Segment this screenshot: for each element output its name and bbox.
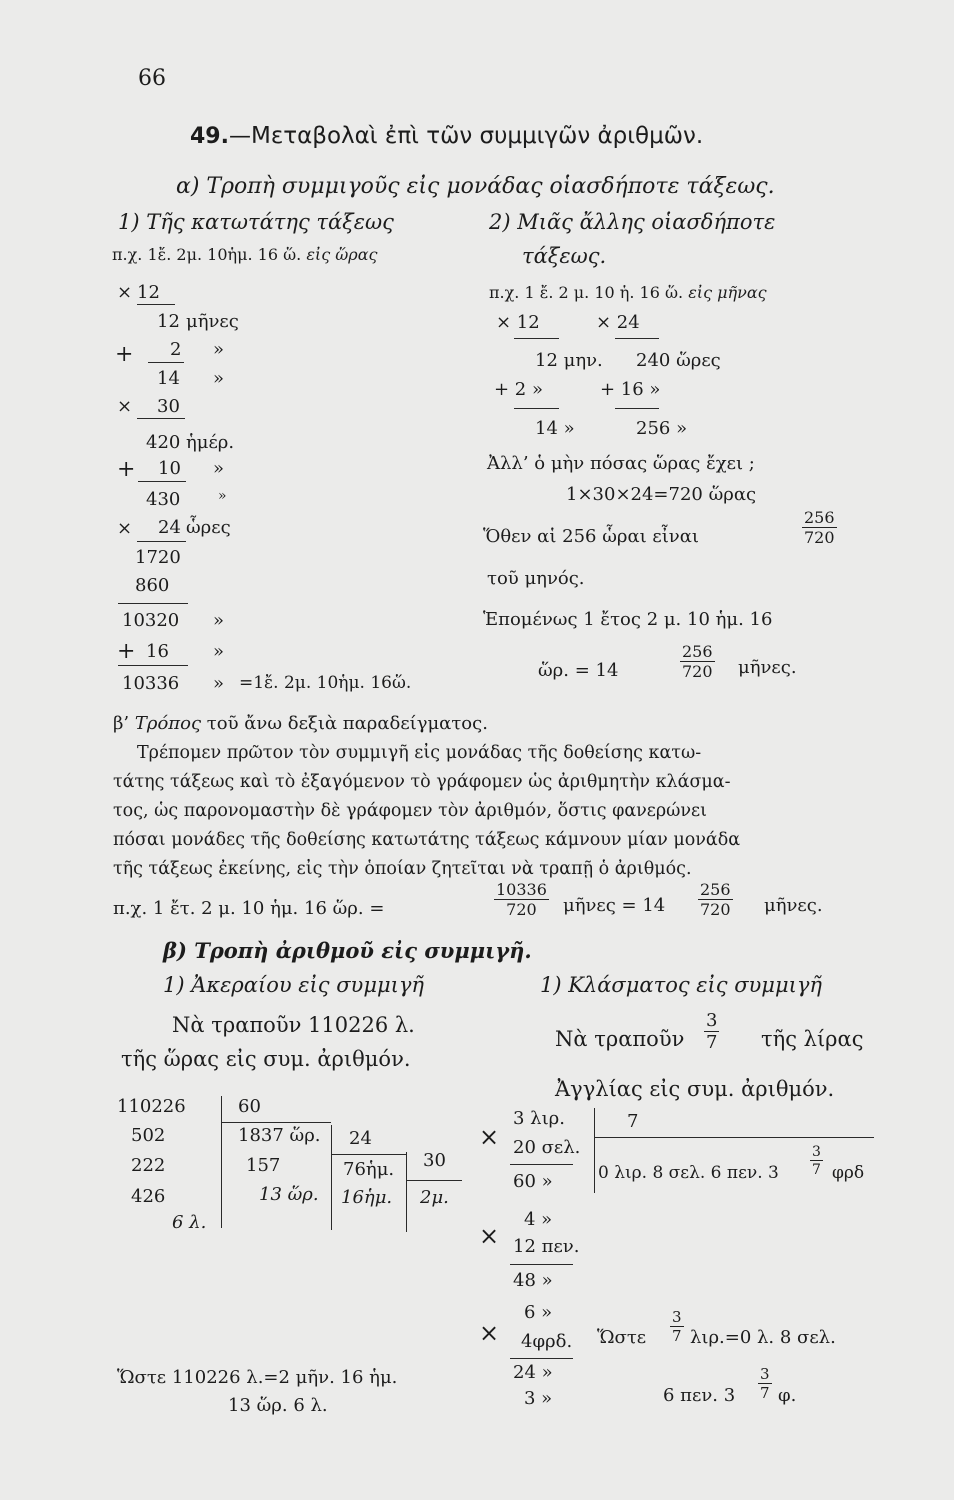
division-bar <box>594 1108 595 1193</box>
division-rule <box>221 1122 331 1123</box>
part-b-left-result2: 13 ὥρ. 6 λ. <box>228 1395 328 1416</box>
calc-item: × 24 <box>596 312 640 333</box>
fraction-numerator: 3 <box>812 1144 821 1160</box>
times-sign: × <box>479 1222 500 1250</box>
page-number: 66 <box>138 66 166 91</box>
fraction-denominator: 7 <box>672 1327 682 1345</box>
division-bar <box>331 1125 332 1230</box>
calc-op: × <box>117 518 133 539</box>
case1-example-text: π.χ. 1ἔ. 2μ. 10ἡμ. 16 ὥ. <box>112 245 302 264</box>
calc-unit: » <box>213 610 225 631</box>
part-b-heading: β) Τροπὴ ἀριθμοῦ εἰς συμμιγῆ. <box>163 938 532 963</box>
case2-example-tail: εἰς μῆνας <box>688 283 767 302</box>
fraction-numerator: 10336 <box>496 880 547 899</box>
fraction <box>802 510 837 546</box>
fraction <box>670 1310 684 1344</box>
mult-value: 48 » <box>513 1270 553 1291</box>
division-value: 60 <box>238 1096 261 1117</box>
division-rule <box>406 1180 462 1181</box>
calc-op: + <box>115 342 134 367</box>
section-heading <box>190 125 703 148</box>
fraction <box>704 1012 719 1052</box>
case2-line5: Ἑπομένως 1 ἔτος 2 μ. 10 ἡμ. 16 <box>483 609 773 630</box>
calc-item: + 16 » <box>600 379 661 400</box>
section-title: Μεταβολαὶ ἐπὶ τῶν συμμιγῶν ἀριθμῶν. <box>250 123 704 149</box>
calc-unit: μῆνες <box>186 311 239 332</box>
case2-example <box>489 285 767 301</box>
case2-line6-post: μῆνες. <box>738 657 797 678</box>
fraction-denominator: 720 <box>804 528 835 547</box>
calc-unit: » <box>213 641 225 662</box>
part-b-right-line1-pre: Νὰ τραποῦν <box>555 1027 685 1051</box>
method-b-title-italic: Τρόπος <box>134 713 202 734</box>
quotient: 0 λιρ. 8 σελ. 6 πεν. 3 <box>598 1163 779 1183</box>
calc-unit: ἡμέρ. <box>186 432 235 453</box>
calc-value: 10320 <box>122 610 180 631</box>
calc-rule <box>137 418 185 419</box>
calc-op: × <box>117 282 133 303</box>
calc-rule <box>138 481 186 482</box>
calc-value: 14 <box>157 368 180 389</box>
method-b-title <box>113 715 488 733</box>
division-value: 1837 ὥρ. <box>238 1125 321 1146</box>
fraction-numerator: 3 <box>760 1365 770 1383</box>
fraction-numerator: 256 <box>804 508 835 527</box>
fraction-denominator: 7 <box>706 1032 718 1053</box>
section-dash: — <box>228 124 251 149</box>
fraction-denominator: 7 <box>760 1384 770 1402</box>
calc-rule <box>615 408 659 409</box>
calc-value: 10 <box>158 458 181 479</box>
calc-rule <box>118 665 188 666</box>
mult-value: 12 πεν. <box>513 1236 580 1257</box>
calc-value: 16 <box>146 641 169 662</box>
section-number: 49. <box>190 124 229 149</box>
calc-value: 10336 <box>122 673 180 694</box>
quotient-unit: φρδ <box>832 1163 865 1183</box>
method-b-paragraph-line: Τρέπομεν πρῶτον τὸν συμμιγῆ εἰς μονάδας τῆς δοθείσης κατω- <box>137 743 702 763</box>
division-bar <box>406 1152 407 1232</box>
fraction-denominator: 7 <box>812 1162 821 1178</box>
fraction-denominator: 720 <box>700 900 731 919</box>
method-b-example-pre: π.χ. 1 ἔτ. 2 μ. 10 ἡμ. 16 ὥρ. = <box>113 898 385 919</box>
division-quotient: 2μ. <box>420 1187 449 1208</box>
case1-example-tail: εἰς ὥρας <box>306 245 378 264</box>
calc-value: 420 <box>146 432 181 453</box>
calc-op: + <box>117 639 136 664</box>
calc-rule <box>514 408 559 409</box>
part-b-right-result2-post: φ. <box>778 1385 797 1406</box>
calc-rule <box>137 541 186 542</box>
fraction <box>494 882 549 918</box>
division-remainder: 13 ὥρ. <box>259 1184 319 1205</box>
calc-item: 256 » <box>636 418 688 439</box>
calc-value: 2 <box>170 339 182 360</box>
division-rule <box>331 1154 407 1155</box>
part-b-left-line2: τῆς ὥρας εἰς συμ. ἀριθμόν. <box>121 1047 411 1071</box>
case1-title: 1) Τῆς κατωτάτης τάξεως <box>118 210 394 234</box>
case2-line3: Ὅθεν αἱ 256 ὧραι εἶναι <box>483 526 699 547</box>
part-b-right-line2: Ἀγγλίας εἰς συμ. ἀριθμόν. <box>555 1077 835 1101</box>
mult-rule <box>510 1358 573 1359</box>
division-remainder: 16ἡμ. <box>341 1187 393 1208</box>
division-value: 24 <box>349 1128 372 1149</box>
method-b-paragraph-line: τῆς τάξεως ἐκείνης, εἰς τὴν ὁποίαν ζητεῖται νὰ τραπῇ ὁ ἀριθμός. <box>113 859 692 879</box>
mult-value: 3 » <box>524 1388 553 1409</box>
times-sign: × <box>479 1123 500 1151</box>
method-b-example-mid: μῆνες = 14 <box>563 895 666 916</box>
mult-value: 20 σελ. <box>513 1137 581 1158</box>
calc-rule <box>118 603 188 604</box>
calc-unit: » <box>213 673 225 694</box>
fraction-numerator: 256 <box>682 642 713 661</box>
part-a-heading: α) Τροπὴ συμμιγοῦς εἰς μονάδας οἱασδήποτε τάξεως. <box>176 174 775 199</box>
calc-unit: » <box>213 368 225 389</box>
calc-item: 12 μην. <box>535 350 603 371</box>
mult-rule <box>510 1164 573 1165</box>
fraction-denominator: 720 <box>506 900 537 919</box>
division-value: 426 <box>131 1186 166 1207</box>
calc-value: 30 <box>157 396 180 417</box>
division-bar <box>221 1096 222 1228</box>
mult-value: 60 » <box>513 1171 553 1192</box>
calc-unit: » <box>213 458 225 479</box>
case2-title: 2) Μιᾶς ἄλλης οἱασδήποτε <box>489 210 776 234</box>
part-b-left-line1: Νὰ τραποῦν 110226 λ. <box>172 1013 415 1037</box>
part-b-right-title: 1) Κλάσματος εἰς συμμιγῆ <box>540 973 822 997</box>
mult-value: 6 » <box>524 1302 553 1323</box>
calc-value: 860 <box>135 575 170 596</box>
calc-unit: » <box>218 488 227 504</box>
part-b-right-result1-post: λιρ.=0 λ. 8 σελ. <box>690 1327 836 1348</box>
calc-rule <box>615 338 659 339</box>
method-b-paragraph-line: τος, ὡς παρονομαστὴν δὲ γράφομεν τὸν ἀριθμόν, ὅστις φανερώνει <box>113 801 707 821</box>
fraction-numerator: 256 <box>700 880 731 899</box>
calc-value: 430 <box>146 489 181 510</box>
division-value: 30 <box>423 1150 446 1171</box>
mult-value: 24 » <box>513 1362 553 1383</box>
division-value: 502 <box>131 1125 166 1146</box>
calc-value: 12 <box>137 282 160 303</box>
part-b-right-result1-pre: Ὥστε <box>597 1327 647 1348</box>
calc-item: 14 » <box>535 418 575 439</box>
case2-example-text: π.χ. 1 ἔ. 2 μ. 10 ἡ. 16 ὥ. <box>489 283 684 302</box>
fraction-numerator: 3 <box>672 1308 682 1326</box>
method-b-prefix: β’ <box>113 713 130 734</box>
division-value: 157 <box>246 1155 281 1176</box>
calc-value: 24 <box>158 517 181 538</box>
method-b-example-post: μῆνες. <box>764 895 823 916</box>
case1-example <box>112 247 377 263</box>
part-b-right-line1-post: τῆς λίρας <box>761 1027 864 1051</box>
division-remainder: 6 λ. <box>172 1212 207 1233</box>
division-rule <box>594 1137 874 1138</box>
calc-item: × 12 <box>496 312 540 333</box>
case2-line6-pre: ὥρ. = 14 <box>538 660 619 681</box>
times-sign: × <box>479 1319 500 1347</box>
fraction-numerator: 3 <box>706 1010 718 1031</box>
calc-unit: » <box>213 339 225 360</box>
fraction <box>758 1367 772 1401</box>
part-b-left-title: 1) Ἀκεραίου εἰς συμμιγῆ <box>163 973 424 997</box>
calc-rule <box>137 304 175 305</box>
fraction <box>698 882 733 918</box>
case2-line2: 1×30×24=720 ὥρας <box>566 484 757 505</box>
division-value: 222 <box>131 1155 166 1176</box>
part-b-right-result2-pre: 6 πεν. 3 <box>663 1385 736 1406</box>
case2-line1: Ἀλλ’ ὁ μὴν πόσας ὥρας ἔχει ; <box>487 453 755 474</box>
method-b-paragraph-line: τάτης τάξεως καὶ τὸ ἐξαγόμενον τὸ γράφομεν ὡς ἀριθμητὴν κλάσμα- <box>113 772 731 792</box>
calc-op: + <box>117 457 136 482</box>
mult-value: 4 » <box>524 1209 553 1230</box>
mult-value: 3 λιρ. <box>513 1108 565 1129</box>
calc-rule <box>514 338 559 339</box>
divisor: 7 <box>627 1111 639 1132</box>
method-b-title-rest: τοῦ ἄνω δεξιὰ παραδείγματος. <box>206 713 488 734</box>
fraction-denominator: 720 <box>682 662 713 681</box>
calc-item: + 2 » <box>494 379 543 400</box>
calc-value: 12 <box>157 311 180 332</box>
calc-rule <box>148 362 184 363</box>
case2-title-cont: τάξεως. <box>522 244 607 268</box>
mult-value: 4φρδ. <box>521 1331 573 1352</box>
case2-line4: τοῦ μηνός. <box>487 568 585 589</box>
calc-item: 240 ὥρες <box>636 350 721 371</box>
calc-value: 1720 <box>135 547 181 568</box>
fraction <box>680 644 715 680</box>
calc-op: × <box>117 396 133 417</box>
fraction <box>810 1145 823 1177</box>
calc-unit: ὧρες <box>186 517 231 538</box>
division-value: 110226 <box>117 1096 186 1117</box>
method-b-paragraph-line: πόσαι μονάδες τῆς δοθείσης κατωτάτης τάξεως κάμνουν μίαν μονάδα <box>113 830 741 850</box>
division-value: 76ἡμ. <box>343 1159 395 1180</box>
case1-result: =1ἔ. 2μ. 10ἡμ. 16ὥ. <box>239 673 412 693</box>
part-b-left-result1: Ὥστε 110226 λ.=2 μῆν. 16 ἡμ. <box>117 1367 398 1388</box>
mult-rule <box>510 1264 573 1265</box>
